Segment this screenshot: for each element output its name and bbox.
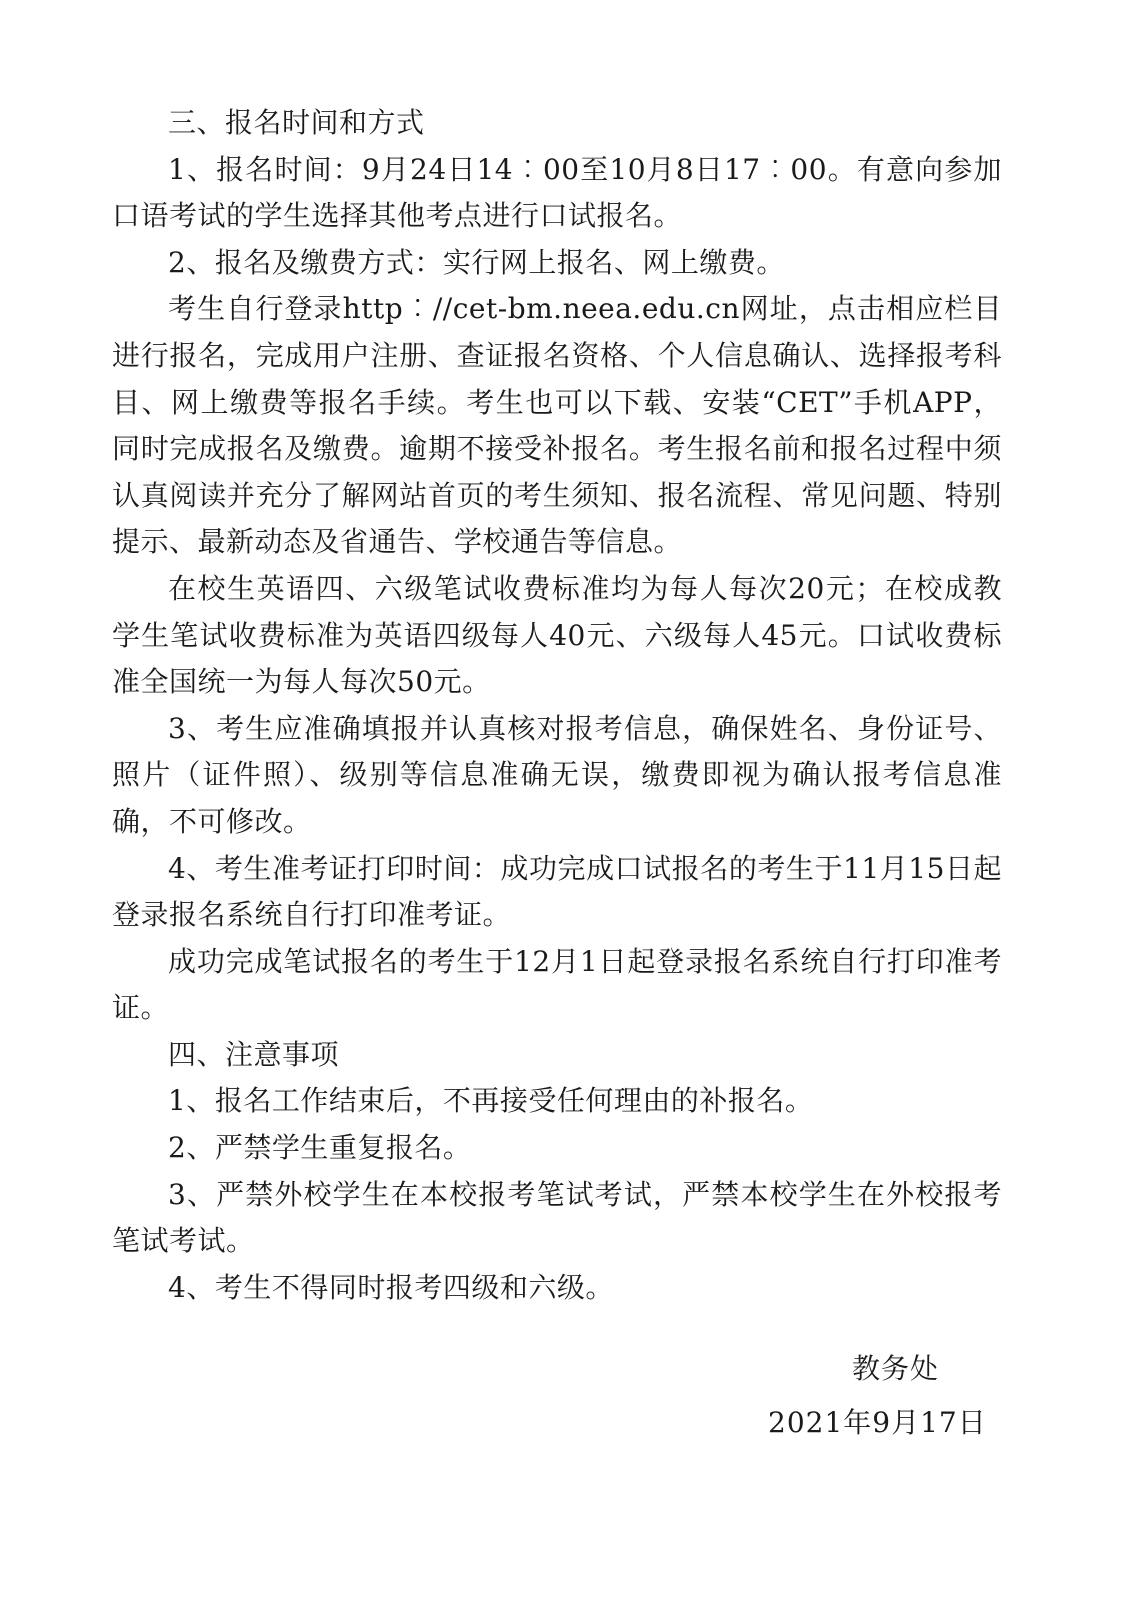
- section-heading-registration: 三、报名时间和方式: [168, 106, 425, 139]
- paragraph-online-login: 考生自行登录http︰//cet-bm.neea.edu.cn网址，点击相应栏目进行报名，完成用户注册、查证报名资格、个人信息确认、选择报考科目、网上缴费等报名手续。考生也可以下载、安装“CET”手机APP，同时完成报名及缴费。逾期不接受补报名。考生报名前和报名过程中须认真阅读并充分了解网站首页的考生须知、报名流程、常见问题、特别提示、最新动态及省通告、学校通告等信息。: [112, 292, 1002, 559]
- paragraph-registration-time: 1、报名时间：9月24日14︰00至10月8日17︰00。有意向参加口语考试的学生选择其他考点进行口试报名。: [112, 152, 1002, 233]
- paragraph-admission-ticket-oral: 4、考生准考证打印时间：成功完成口试报名的考生于11月15日起登录报名系统自行打印准考证。: [112, 851, 1002, 932]
- section-heading-notes: 四、注意事项: [168, 1037, 340, 1071]
- paragraph-note-2: 2、严禁学生重复报名。: [168, 1131, 472, 1165]
- signature-department: 教务处: [852, 1352, 940, 1385]
- paragraph-note-1: 1、报名工作结束后，不再接受任何理由的补报名。: [168, 1084, 814, 1118]
- paragraph-note-4: 4、考生不得同时报考四级和六级。: [168, 1270, 614, 1304]
- paragraph-admission-ticket-written: 成功完成笔试报名的考生于12月1日起登录报名系统自行打印准考证。: [112, 944, 1002, 1025]
- document-body: [112, 100, 1002, 1311]
- paragraph-registration-method: 2、报名及缴费方式：实行网上报名、网上缴费。: [168, 245, 785, 279]
- signature-date: 2021年9月17日: [768, 1406, 987, 1439]
- paragraph-verify-info: 3、考生应准确填报并认真核对报考信息，确保姓名、身份证号、照片（证件照）、级别等信息准确无误，缴费即视为确认报考信息准确，不可修改。: [112, 711, 1002, 838]
- paragraph-fees: 在校生英语四、六级笔试收费标准均为每人每次20元；在校成教学生笔试收费标准为英语四级每人40元、六级每人45元。口试收费标准全国统一为每人每次50元。: [112, 571, 1002, 699]
- paragraph-note-3: 3、严禁外校学生在本校报考笔试考试，严禁本校学生在外校报考笔试考试。: [112, 1177, 1002, 1258]
